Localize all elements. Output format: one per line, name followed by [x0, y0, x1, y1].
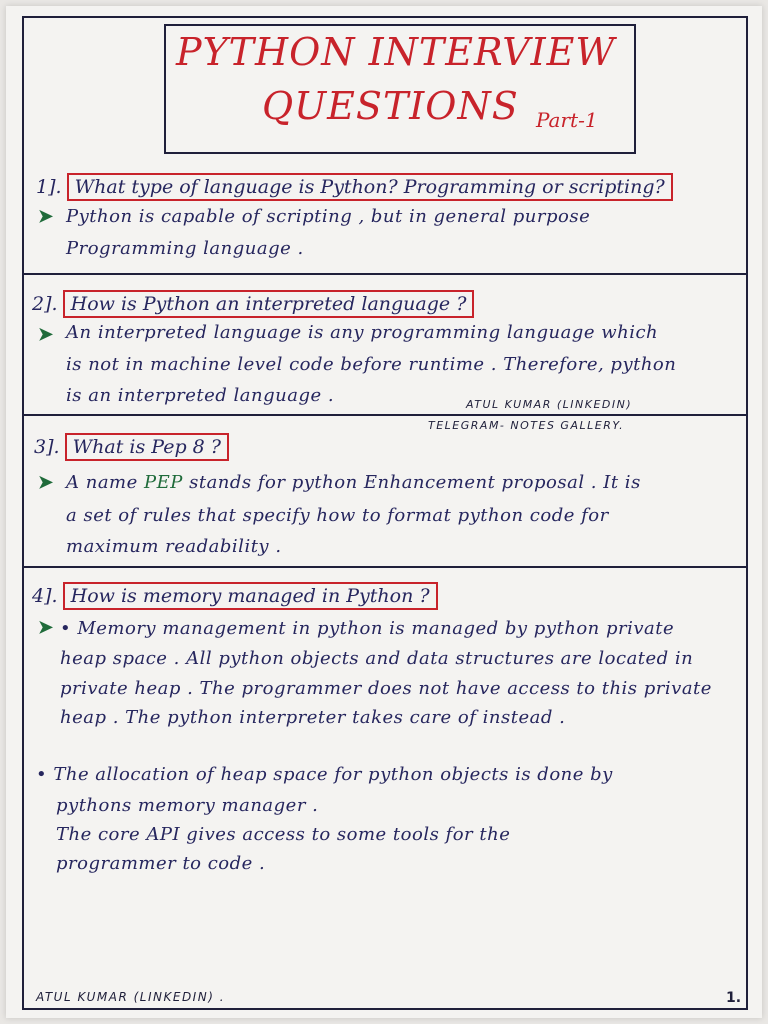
footer-credit: ATUL KUMAR (LINKEDIN) .	[36, 990, 226, 1004]
answer-text: A name	[66, 472, 138, 493]
section-divider	[22, 273, 748, 275]
answer-line: heap . The python interpreter takes care of instead .	[60, 707, 566, 728]
answer-line: heap space . All python objects and data structures are located in	[60, 648, 694, 669]
answer-arrow-icon: ➤	[38, 617, 54, 638]
question-text: How is Python an interpreted language ?	[63, 290, 475, 318]
answer-line: a set of rules that specify how to format python code for	[66, 505, 609, 526]
answer-line: The core API gives access to some tools for the	[56, 824, 511, 845]
answer-arrow-icon: ➤	[38, 472, 54, 493]
question-text: What type of language is Python? Programming or scripting?	[67, 173, 673, 201]
question-text: What is Pep 8 ?	[65, 433, 229, 461]
answer-line: is an interpreted language .	[66, 385, 335, 406]
page-title-line-2: QUESTIONS	[262, 84, 519, 128]
answer-line: is not in machine level code before runtime . Therefore, python	[66, 354, 677, 375]
question-number: 4].	[32, 585, 58, 607]
page-title-line-1: PYTHON INTERVIEW	[176, 30, 616, 74]
answer-line: private heap . The programmer does not have access to this private	[60, 678, 712, 699]
answer-arrow-icon: ➤	[38, 206, 54, 227]
answer-line: • The allocation of heap space for python objects is done by	[36, 764, 613, 785]
telegram-credit: TELEGRAM- NOTES GALLERY.	[428, 419, 625, 432]
answer-line: Programming language .	[66, 238, 304, 259]
answer-line: programmer to code .	[56, 853, 266, 874]
answer-line	[66, 472, 641, 493]
author-credit: ATUL KUMAR (LINKEDIN)	[466, 398, 633, 411]
question-number: 3].	[34, 436, 60, 458]
part-label: Part-1	[536, 108, 598, 132]
answer-line: Python is capable of scripting , but in general purpose	[66, 206, 591, 227]
section-divider	[22, 566, 748, 568]
question-text: How is memory managed in Python ?	[63, 582, 438, 610]
answer-line: An interpreted language is any programming language which	[66, 322, 659, 343]
page-number: 1.	[726, 990, 742, 1006]
question-2	[32, 290, 474, 318]
question-3	[34, 433, 229, 461]
question-1	[36, 173, 673, 201]
answer-line: maximum readability .	[66, 536, 282, 557]
answer-line: • Memory management in python is managed by python private	[60, 618, 675, 639]
question-4	[32, 582, 438, 610]
answer-line: pythons memory manager .	[56, 795, 319, 816]
question-number: 1].	[36, 176, 62, 198]
section-divider	[22, 414, 748, 416]
question-number: 2].	[32, 293, 58, 315]
pep-term: PEP	[144, 472, 183, 493]
answer-arrow-icon: ➤	[38, 324, 54, 345]
answer-text: stands for python Enhancement proposal . It is	[189, 472, 641, 493]
